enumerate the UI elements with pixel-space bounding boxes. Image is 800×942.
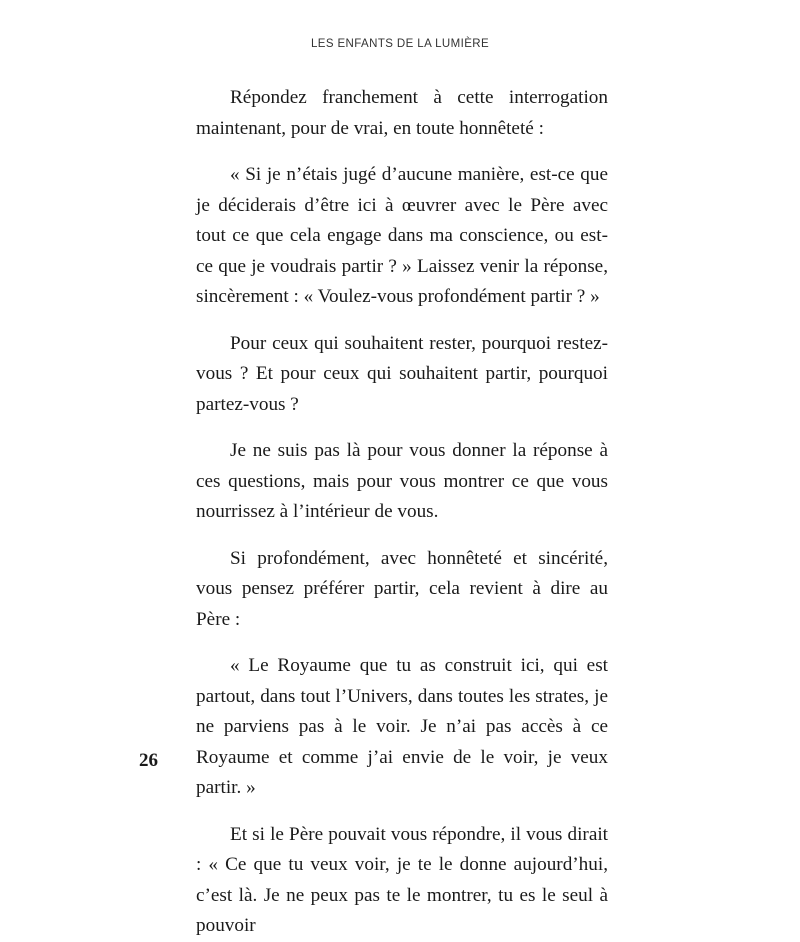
paragraph-2: « Si je n’étais jugé d’aucune manière, est-ce que je déciderais d’être ici à œuvrer avec le Père avec tout ce que cela engage dans ma conscience, ou est-ce que je voudrais partir ? » Laissez venir la réponse, sincèrement : « Voulez-vous profondément partir ? » bbox=[196, 164, 608, 307]
paragraph-4: Je ne suis pas là pour vous donner la réponse à ces questions, mais pour vous montrer ce que vous nourrissez à l’intérieur de vous. bbox=[196, 440, 608, 522]
running-head-title: LES ENFANTS DE LA LUMIÈRE bbox=[310, 38, 490, 50]
paragraph-3: Pour ceux qui souhaitent rester, pourquoi restez-vous ? Et pour ceux qui souhaitent partir, pourquoi partez-vous ? bbox=[196, 332, 608, 415]
paragraph-5: Si profondément, avec honnêteté et sincérité, vous pensez préférer partir, cela revient à dire au Père : bbox=[196, 547, 608, 630]
page-number: 26 bbox=[139, 750, 158, 771]
paragraph-7: Et si le Père pouvait vous répondre, il vous dirait : « Ce que tu veux voir, je te le donne aujourd’hui, c’est là. Je ne peux pas te le montrer, tu es le seul à pouvoir bbox=[196, 823, 608, 936]
body-text bbox=[196, 83, 608, 942]
paragraph-1: Répondez franchement à cette interrogation maintenant, pour de vrai, en toute honnêteté : bbox=[196, 87, 608, 139]
paragraph-6: « Le Royaume que tu as construit ici, qui est partout, dans tout l’Univers, dans toutes les strates, je ne parviens pas à le voir. Je n’ai pas accès à ce Royaume et comme j’ai envie de le voir, je veux partir. » bbox=[196, 655, 608, 798]
